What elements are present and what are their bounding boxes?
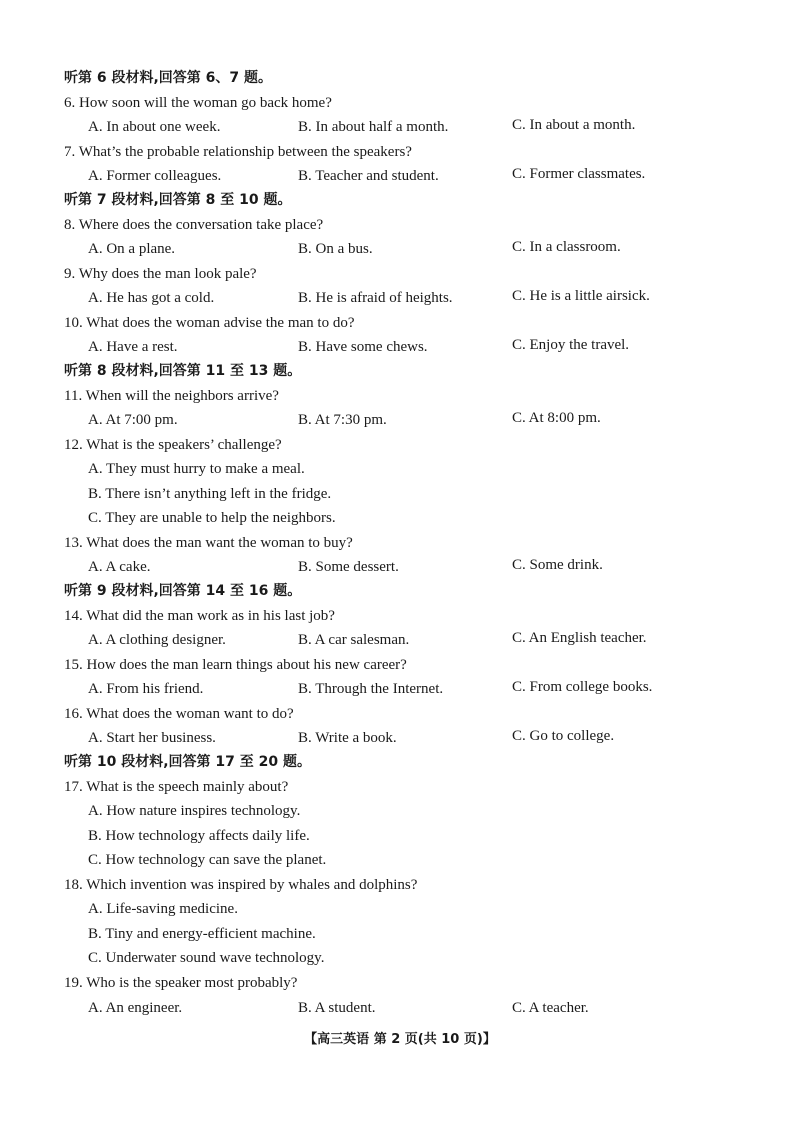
- option-c: C. In a classroom.: [512, 239, 621, 255]
- option-b: B. Write a book.: [298, 730, 397, 746]
- option-c: C. Underwater sound wave technology.: [88, 950, 325, 966]
- option-b: B. Through the Internet.: [298, 681, 444, 697]
- option-a: A. Have a rest.: [88, 339, 178, 355]
- option-a: A. On a plane.: [88, 241, 176, 257]
- option-b: B. A student.: [298, 1000, 376, 1016]
- question-stem: 18. Which invention was inspired by whales and dolphins?: [64, 877, 418, 893]
- question-stem: 16. What does the woman want to do?: [64, 706, 294, 722]
- question-stem: 7. What’s the probable relationship between the speakers?: [64, 144, 412, 160]
- option-a: A. From his friend.: [88, 681, 204, 697]
- question-stem: 6. How soon will the woman go back home?: [64, 95, 332, 111]
- option-a: A. Former colleagues.: [88, 168, 222, 184]
- option-b: B. Tiny and energy-efficient machine.: [88, 926, 316, 942]
- option-b: B. How technology affects daily life.: [88, 828, 310, 844]
- question-stem: 13. What does the man want the woman to buy?: [64, 535, 353, 551]
- question-stem: 11. When will the neighbors arrive?: [64, 388, 279, 404]
- option-a: A. They must hurry to make a meal.: [88, 461, 305, 477]
- option-b: B. Some dessert.: [298, 559, 399, 575]
- option-c: C. He is a little airsick.: [512, 288, 650, 304]
- option-b: B. He is afraid of heights.: [298, 290, 453, 306]
- option-a: A. At 7:00 pm.: [88, 412, 178, 428]
- option-c: C. Enjoy the travel.: [512, 337, 630, 353]
- question-stem: 14. What did the man work as in his last job?: [64, 608, 335, 624]
- option-c: C. An English teacher.: [512, 630, 647, 646]
- question-stem: 12. What is the speakers’ challenge?: [64, 437, 282, 453]
- section-heading: 听第 6 段材料,回答第 6、7 题。: [64, 70, 273, 86]
- option-c: C. From college books.: [512, 679, 653, 695]
- question-stem: 9. Why does the man look pale?: [64, 266, 257, 282]
- option-c: C. How technology can save the planet.: [88, 852, 327, 868]
- section-heading: 听第 10 段材料,回答第 17 至 20 题。: [64, 754, 312, 770]
- question-stem: 15. How does the man learn things about his new career?: [64, 657, 407, 673]
- option-b: B. In about half a month.: [298, 119, 449, 135]
- question-stem: 17. What is the speech mainly about?: [64, 779, 289, 795]
- option-a: A. How nature inspires technology.: [88, 803, 301, 819]
- option-a: A. Life-saving medicine.: [88, 901, 238, 917]
- option-c: C. Some drink.: [512, 557, 603, 573]
- option-c: C. At 8:00 pm.: [512, 410, 601, 426]
- option-c: C. Former classmates.: [512, 166, 646, 182]
- question-stem: 19. Who is the speaker most probably?: [64, 975, 298, 991]
- option-b: B. On a bus.: [298, 241, 373, 257]
- option-b: B. Teacher and student.: [298, 168, 439, 184]
- option-b: B. A car salesman.: [298, 632, 410, 648]
- option-c: C. A teacher.: [512, 1000, 589, 1016]
- option-a: A. A cake.: [88, 559, 151, 575]
- option-a: A. An engineer.: [88, 1000, 183, 1016]
- section-heading: 听第 9 段材料,回答第 14 至 16 题。: [64, 583, 302, 599]
- option-a: A. He has got a cold.: [88, 290, 215, 306]
- section-heading: 听第 7 段材料,回答第 8 至 10 题。: [64, 192, 292, 208]
- option-b: B. Have some chews.: [298, 339, 428, 355]
- option-b: B. There isn’t anything left in the fridge.: [88, 486, 332, 502]
- section-heading: 听第 8 段材料,回答第 11 至 13 题。: [64, 363, 302, 379]
- option-c: C. Go to college.: [512, 728, 615, 744]
- option-a: A. Start her business.: [88, 730, 216, 746]
- option-a: A. A clothing designer.: [88, 632, 226, 648]
- option-a: A. In about one week.: [88, 119, 221, 135]
- page-footer: 【高三英语 第 2 页(共 10 页)】: [304, 1032, 496, 1047]
- option-c: C. In about a month.: [512, 117, 636, 133]
- question-stem: 8. Where does the conversation take place?: [64, 217, 324, 233]
- option-c: C. They are unable to help the neighbors.: [88, 510, 336, 526]
- option-b: B. At 7:30 pm.: [298, 412, 387, 428]
- question-stem: 10. What does the woman advise the man to do?: [64, 315, 355, 331]
